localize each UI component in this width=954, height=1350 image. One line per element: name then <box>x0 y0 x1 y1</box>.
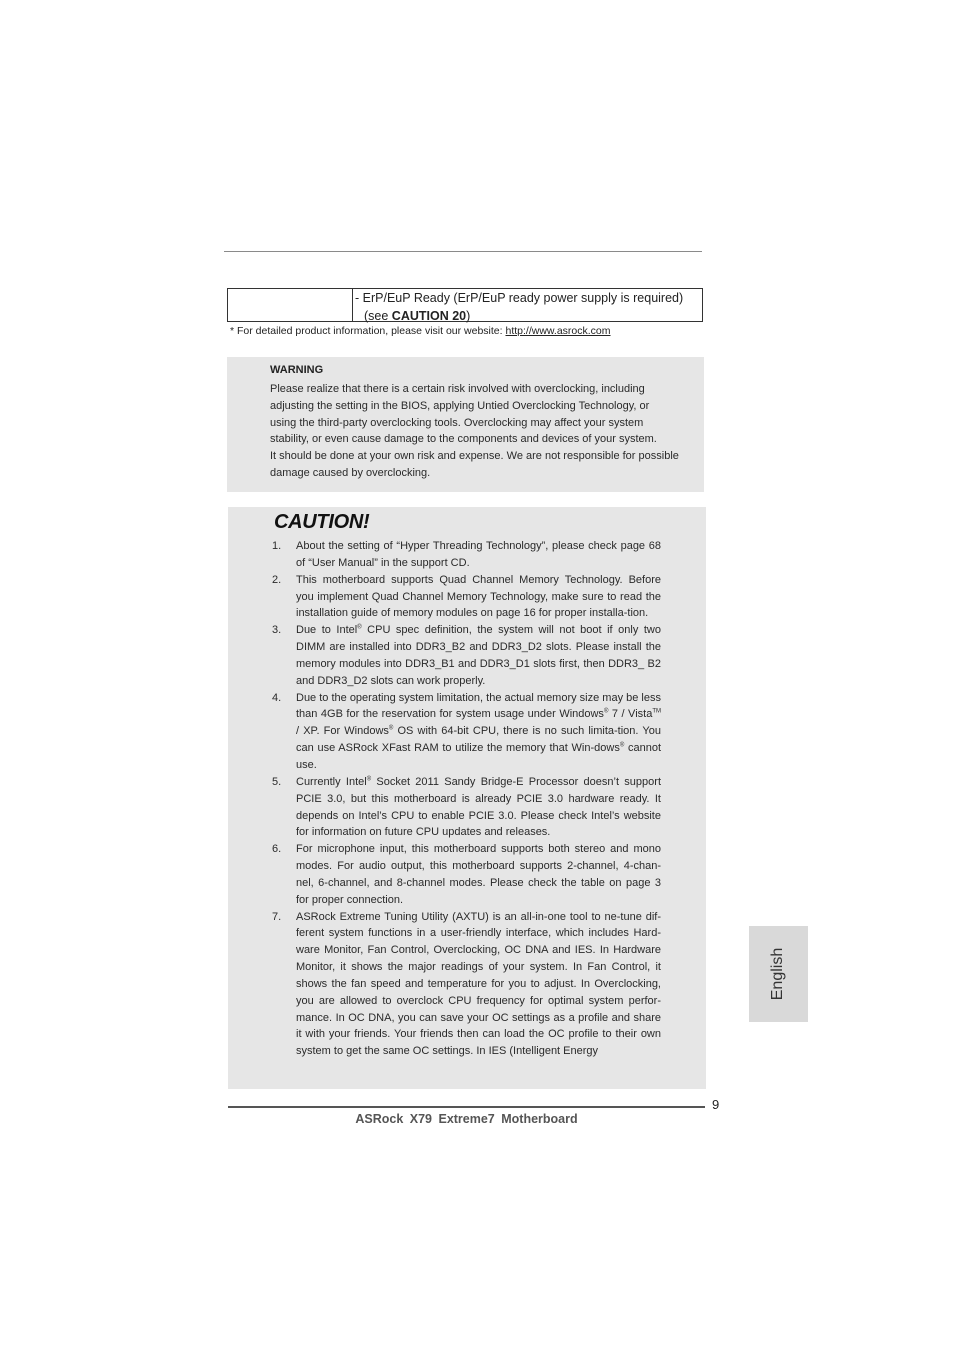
spec-table <box>227 288 703 322</box>
caution-title: CAUTION! <box>274 511 370 533</box>
caution-item-6: 6. For microphone input, this motherboard supports both stereo and mono modes. For audio output, this motherboard supports 2-channel, 4-chan-nel, 6-channel, and 8-channel modes. Please check the table on page 3 for proper connection. <box>272 843 661 906</box>
warning-title: WARNING <box>270 364 324 376</box>
spec-line-2: (see CAUTION 20) <box>364 309 471 323</box>
spec-table-label-cell <box>228 289 353 321</box>
website-link[interactable]: http://www.asrock.com <box>505 325 611 337</box>
caution-item-2: 2. This motherboard supports Quad Channel Memory Technology. Before you implement Quad Channel Memory Technology, make sure to read the installation guide of memory modules on page 16 for proper installa-tion. <box>272 573 661 620</box>
footnote: * For detailed product information, please visit our website: http://www.asrock.com <box>230 325 611 337</box>
page-number: 9 <box>712 1097 720 1112</box>
language-tab <box>749 926 808 1022</box>
caution-item-7: 7. ASRock Extreme Tuning Utility (AXTU) is an all-in-one tool to ne-tune dif-ferent system functions in a user-friendly interface, which includes Hard-ware Monitor, Fan Control, Overclocking, OC DNA and IES. In Hardware Monitor, it shows the major readings of your system. In Fan Control, it shows the fan speed and temperature for you to adjust. In Overclocking, you are allowed to overclock CPU frequency for optimal system perfor-mance. In OC DNA, you can save your OC settings as a profile and share it with your friends. Your friends then can load the OC profile to their own system to get the same OC settings. In IES (Intelligent Energy <box>272 910 661 1058</box>
warning-line: using the third-party overclocking tools. Overclocking may affect your system <box>270 416 644 429</box>
warning-box <box>227 357 704 492</box>
warning-line: damage caused by overclocking. <box>270 466 431 479</box>
caution-list <box>272 538 661 1060</box>
warning-line: adjusting the setting in the BIOS, applying Untied Overclocking Technology, or <box>270 399 650 412</box>
spec-line-1: - ErP/EuP Ready (ErP/EuP ready power supply is required) <box>355 291 684 305</box>
language-tab-label: English <box>769 947 787 1001</box>
warning-line: stability, or even cause damage to the components and devices of your system. <box>270 433 657 446</box>
top-rule <box>224 251 702 252</box>
warning-line: It should be done at your own risk and expense. We are not responsible for possible <box>270 450 679 463</box>
warning-text <box>270 381 690 482</box>
footer-title: ASRock X79 Extreme7 Motherboard <box>355 1112 578 1126</box>
caution-item-3: 3. Due to Intel® CPU spec definition, the system will not boot if only two DIMM are installed into DDR3_B2 and DDR3_D2 slots. Please install the memory modules into DDR3_B1 and DDR3_D1 slots first, then DDR3_ B2 and DDR3_D2 slots can work properly. <box>272 624 661 687</box>
warning-line: Please realize that there is a certain risk involved with overclocking, including <box>270 383 645 395</box>
caution-item-5: 5. Currently Intel® Socket 2011 Sandy Bridge-E Processor doesn’t support PCIE 3.0, but this motherboard is already PCIE 3.0 hardware ready. It depends on Intel’s CPU to enable PCIE 3.0. Please check Intel’s website for information on future CPU updates and releases. <box>272 775 661 839</box>
caution-item-1: 1. About the setting of “Hyper Threading Technology”, please check page 68 of “User Manual” in the support CD. <box>272 540 661 569</box>
caution-reference: CAUTION 20 <box>391 309 467 323</box>
caution-box <box>228 507 706 1089</box>
bottom-rule <box>228 1106 705 1108</box>
spec-table-value-cell <box>353 289 702 321</box>
caution-item-4: 4. Due to the operating system limitation, the actual memory size may be less than 4GB for the reservation for system usage under Windows® 7 / Vista™ / XP. For Windows® OS with 64-bit CPU, there is no such limita-tion. You can use ASRock XFast RAM to utilize the memory that Win-dows® cannot use. <box>272 691 662 771</box>
